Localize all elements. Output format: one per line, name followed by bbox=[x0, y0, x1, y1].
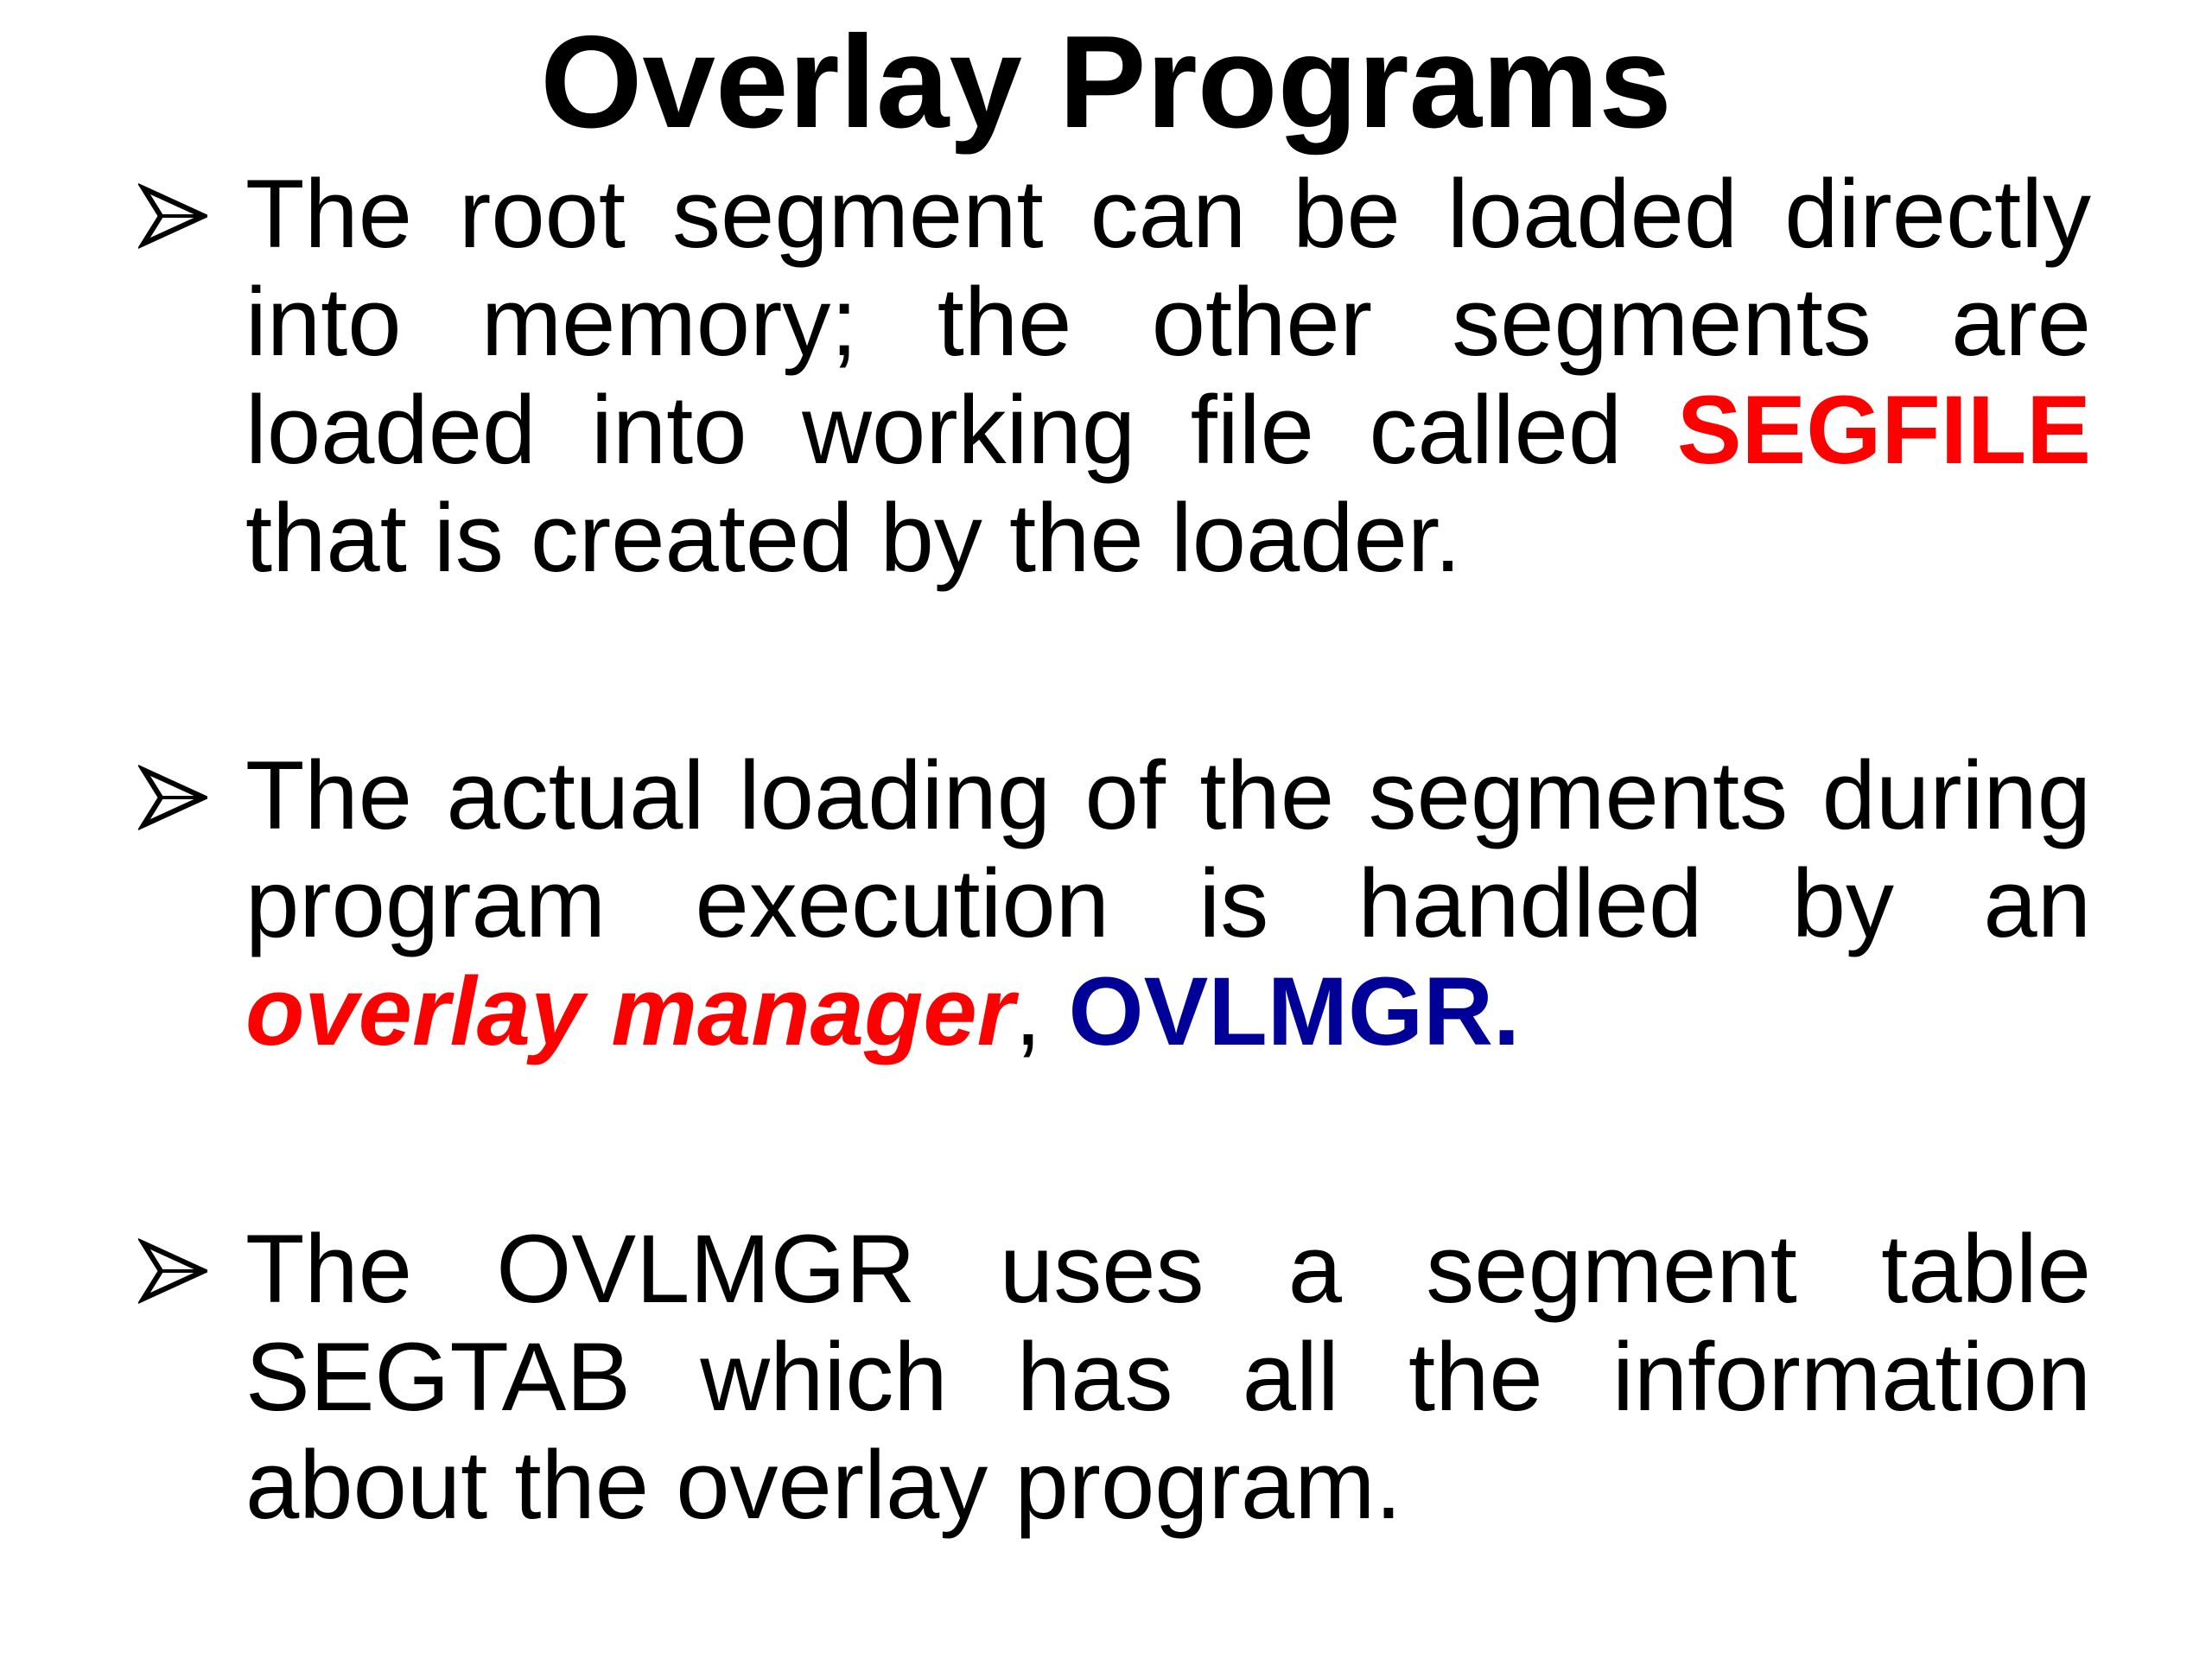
bullet-text-separator: , bbox=[1014, 957, 1069, 1065]
bullet-item-segfile bbox=[138, 160, 2091, 592]
arrowhead-bullet-icon bbox=[138, 763, 207, 832]
bullet-text bbox=[245, 160, 2091, 592]
bullet-text: The OVLMGR uses a segment table SEGTAB which has all the information about the overlay program. bbox=[245, 1215, 2091, 1539]
ovlmgr-highlight: OVLMGR. bbox=[1068, 957, 1521, 1065]
bullet-text-part: The actual loading of the segments during program execution is handled by an bbox=[245, 741, 2091, 957]
bullet-text-part: The root segment can be loaded directly into memory; the other segments are loaded into working file called bbox=[245, 160, 2091, 484]
arrowhead-bullet-icon bbox=[138, 181, 207, 251]
overlay-manager-highlight: overlay manager bbox=[245, 957, 1015, 1065]
arrowhead-bullet-icon bbox=[138, 1236, 207, 1306]
bullet-text-part: that is created by the loader. bbox=[245, 484, 1462, 592]
bullet-item-ovlmgr bbox=[138, 741, 2091, 1065]
segfile-highlight: SEGFILE bbox=[1676, 376, 2091, 484]
bullet-text bbox=[245, 741, 2091, 1065]
slide-title: Overlay Programs bbox=[540, 9, 1672, 156]
bullet-item-segtab bbox=[138, 1215, 2091, 1539]
